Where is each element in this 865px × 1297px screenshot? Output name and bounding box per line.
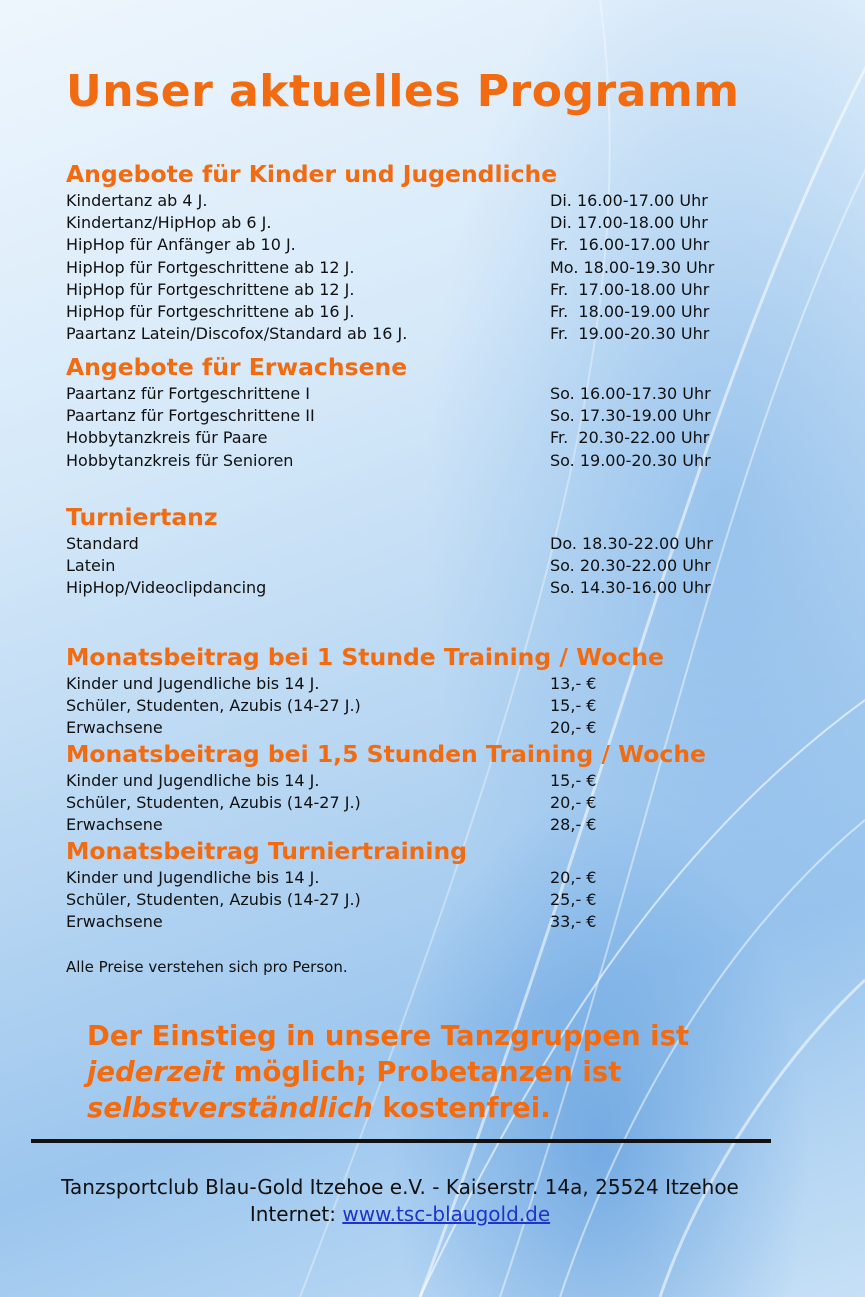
course-name: Latein	[66, 556, 116, 575]
fee-group: Erwachsene	[66, 718, 163, 737]
list-item	[66, 191, 826, 213]
course-time: Fr. 17.00-18.00 Uhr	[550, 280, 710, 299]
course-time: Di. 17.00-18.00 Uhr	[550, 213, 708, 232]
fee-amount: 13,- €	[550, 674, 597, 693]
list-item	[66, 406, 826, 428]
cta-emphasis-1: jederzeit	[87, 1056, 225, 1088]
course-name: Paartanz für Fortgeschrittene I	[66, 384, 311, 403]
cta-text-2: möglich; Probetanzen ist	[224, 1056, 622, 1088]
course-name: HipHop für Fortgeschrittene ab 12 J.	[66, 258, 355, 277]
list-item	[66, 258, 826, 280]
fee-group: Erwachsene	[66, 815, 163, 834]
club-address: Tanzsportclub Blau-Gold Itzehoe e.V. - Kaiserstr. 14a, 25524 Itzehoe	[61, 1175, 739, 1199]
course-time: Mo. 18.00-19.30 Uhr	[550, 258, 715, 277]
fee-group: Schüler, Studenten, Azubis (14-27 J.)	[66, 793, 361, 812]
call-to-action	[87, 1018, 787, 1126]
list-item	[66, 324, 826, 346]
fee-group: Kinder und Jugendliche bis 14 J.	[66, 868, 320, 887]
list-item	[66, 696, 826, 718]
website-link[interactable]: www.tsc-blaugold.de	[342, 1202, 551, 1226]
section-heading-beitrag-turnier: Monatsbeitrag Turniertraining	[66, 837, 467, 865]
course-name: Paartanz Latein/Discofox/Standard ab 16 J.	[66, 324, 408, 343]
course-name: HipHop für Fortgeschrittene ab 12 J.	[66, 280, 355, 299]
cta-emphasis-2: selbstverständlich	[87, 1092, 373, 1124]
list-item	[66, 815, 826, 837]
section-heading-kinder: Angebote für Kinder und Jugendliche	[66, 160, 558, 188]
course-time: So. 20.30-22.00 Uhr	[550, 556, 711, 575]
course-time: Fr. 18.00-19.00 Uhr	[550, 302, 710, 321]
section-heading-beitrag-1-5h: Monatsbeitrag bei 1,5 Stunden Training / Woche	[66, 740, 706, 768]
list-item	[66, 302, 826, 324]
list-item	[66, 384, 826, 406]
fee-amount: 20,- €	[550, 718, 597, 737]
fee-amount: 28,- €	[550, 815, 597, 834]
course-time: Di. 16.00-17.00 Uhr	[550, 191, 708, 210]
course-time: Fr. 16.00-17.00 Uhr	[550, 235, 710, 254]
list-item	[66, 890, 826, 912]
course-name: HipHop/Videoclipdancing	[66, 578, 267, 597]
list-item	[66, 793, 826, 815]
section-heading-turniertanz: Turniertanz	[66, 503, 218, 531]
internet-label: Internet:	[249, 1202, 343, 1226]
list-item	[66, 280, 826, 302]
list-item	[66, 451, 826, 473]
list-item	[66, 868, 826, 890]
list-item	[66, 674, 826, 696]
course-name: Hobbytanzkreis für Paare	[66, 428, 268, 447]
list-item	[66, 213, 826, 235]
fee-amount: 33,- €	[550, 912, 597, 931]
list-item	[66, 534, 826, 556]
divider	[31, 1139, 771, 1143]
course-name: HipHop für Anfänger ab 10 J.	[66, 235, 296, 254]
list-item	[66, 912, 826, 934]
list-item	[66, 556, 826, 578]
course-name: Kindertanz ab 4 J.	[66, 191, 208, 210]
list-item	[66, 235, 826, 257]
price-note: Alle Preise verstehen sich pro Person.	[66, 958, 348, 976]
course-time: So. 19.00-20.30 Uhr	[550, 451, 711, 470]
course-name: Hobbytanzkreis für Senioren	[66, 451, 294, 470]
course-time: Fr. 20.30-22.00 Uhr	[550, 428, 710, 447]
course-name: HipHop für Fortgeschrittene ab 16 J.	[66, 302, 355, 321]
course-time: Fr. 19.00-20.30 Uhr	[550, 324, 710, 343]
course-time: So. 14.30-16.00 Uhr	[550, 578, 711, 597]
section-heading-erwachsene: Angebote für Erwachsene	[66, 353, 408, 381]
fee-group: Schüler, Studenten, Azubis (14-27 J.)	[66, 696, 361, 715]
list-item	[66, 771, 826, 793]
course-time: So. 16.00-17.30 Uhr	[550, 384, 711, 403]
cta-text-1: Der Einstieg in unsere Tanzgruppen ist	[87, 1020, 690, 1052]
cta-text-3: kostenfrei.	[372, 1092, 551, 1124]
fee-amount: 20,- €	[550, 793, 597, 812]
list-item	[66, 578, 826, 600]
course-name: Standard	[66, 534, 139, 553]
fee-group: Erwachsene	[66, 912, 163, 931]
fee-amount: 25,- €	[550, 890, 597, 909]
fee-group: Kinder und Jugendliche bis 14 J.	[66, 674, 320, 693]
course-time: So. 17.30-19.00 Uhr	[550, 406, 711, 425]
course-name: Kindertanz/HipHop ab 6 J.	[66, 213, 272, 232]
fee-amount: 20,- €	[550, 868, 597, 887]
fee-group: Schüler, Studenten, Azubis (14-27 J.)	[66, 890, 361, 909]
list-item	[66, 718, 826, 740]
internet-line	[0, 1202, 800, 1226]
list-item	[66, 428, 826, 450]
fee-group: Kinder und Jugendliche bis 14 J.	[66, 771, 320, 790]
course-name: Paartanz für Fortgeschrittene II	[66, 406, 315, 425]
fee-amount: 15,- €	[550, 696, 597, 715]
page-title: Unser aktuelles Programm	[66, 66, 740, 117]
fee-amount: 15,- €	[550, 771, 597, 790]
course-time: Do. 18.30-22.00 Uhr	[550, 534, 713, 553]
section-heading-beitrag-1h: Monatsbeitrag bei 1 Stunde Training / Woche	[66, 643, 664, 671]
